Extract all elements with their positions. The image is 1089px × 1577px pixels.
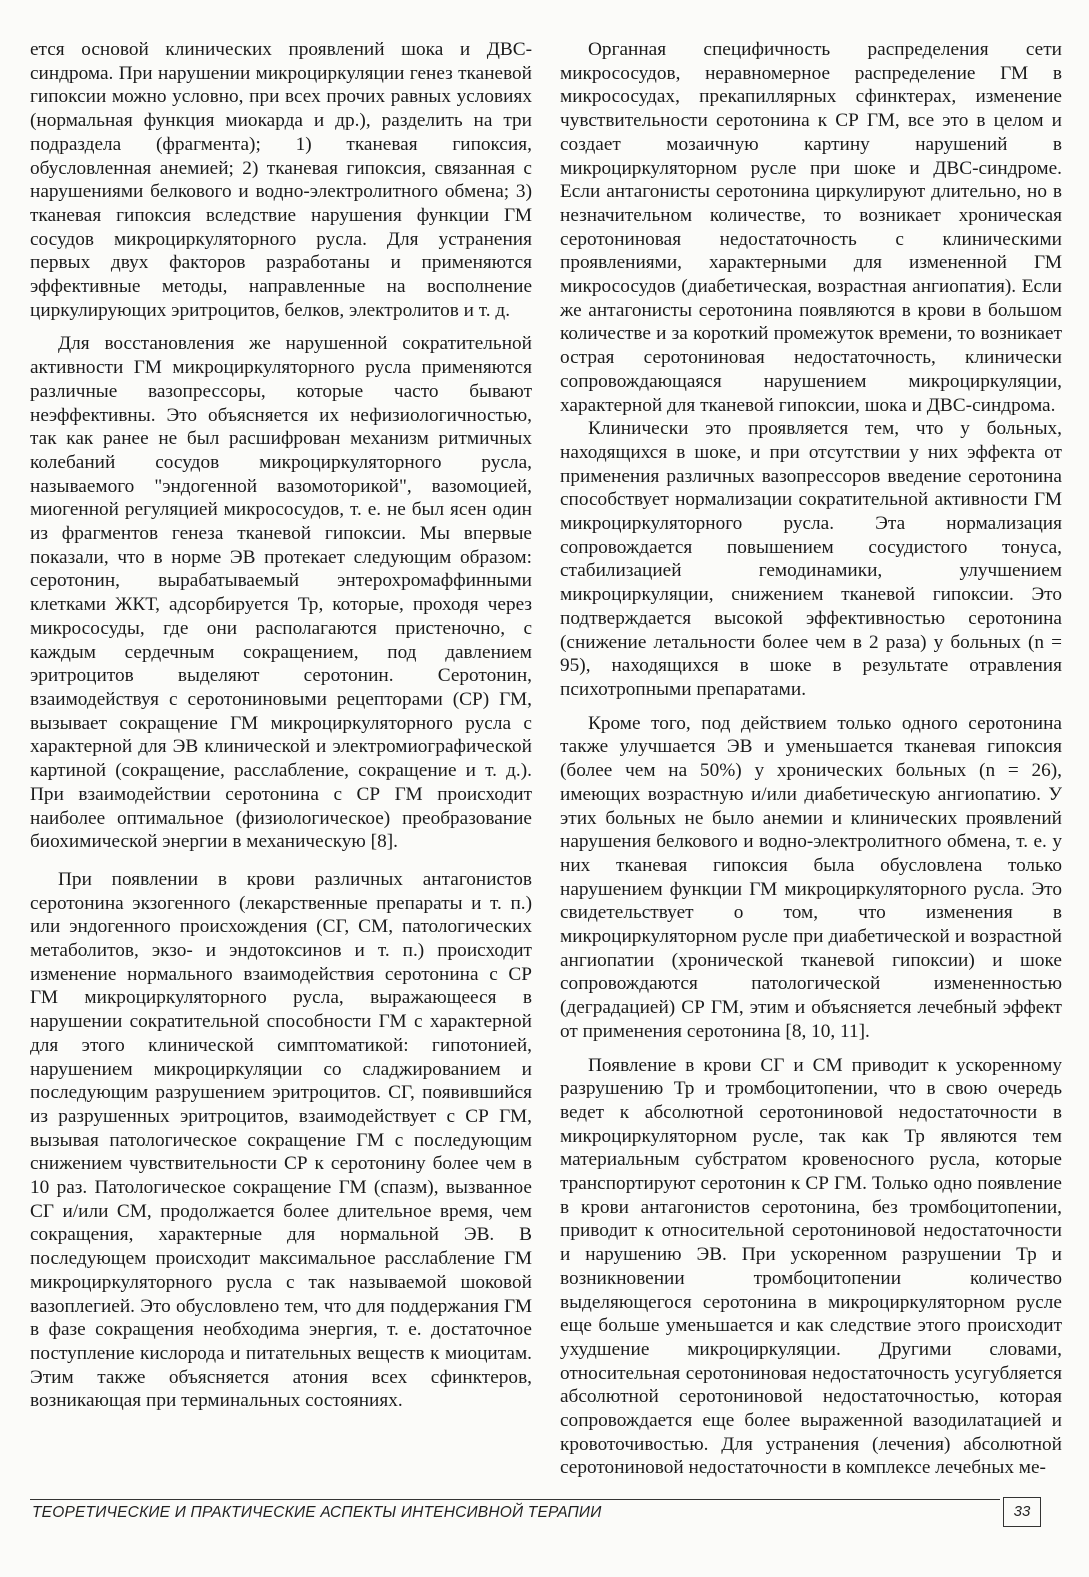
running-footer-title: ТЕОРЕТИЧЕСКИЕ И ПРАКТИЧЕСКИЕ АСПЕКТЫ ИНТЕНСИВНОЙ ТЕРАПИИ — [32, 1504, 602, 1521]
paragraph: Для восстановления же нарушенной сократительной активности ГМ микроциркуляторного русла применяются различные вазопрессоры, которые часто бывают неэффективны. Это объясняется их нефизиологичностью, так как ранее не был расшифрован механизм ритмичных колебаний сосудов микроциркуляторного русла, называемого "эндогенной вазомоторикой", вазомоцией, миогенной регуляцией микрососудов, т. е. не был ясен один из фрагментов генеза тканевой гипоксии. Мы впервые показали, что в норме ЭВ протекает следующим образом: серотонин, вырабатываемый энтерохромаффинными клетками ЖКТ, адсорбируется Тр, которые, проходя через микрососуды, где они располагаются пристеночно, с каждым сердечным сокращением, под давлением эритроцитов выделяют серотонин. Серотонин, взаимодействуя с серотониновыми рецепторами (СР) ГМ, вызывает сокращение ГМ микроциркуляторного русла с характерной для ЭВ клинической и электромиографической картиной (сокращение, расслабление, сокращение и т. д.). При взаимодействии серотонина с СР ГМ происходит наиболее оптимальное (физиологическое) преобразование биохимической энергии в механическую [8]. — [30, 333, 532, 853]
page-footer — [30, 1497, 1040, 1537]
page-number: 33 — [1003, 1497, 1041, 1527]
paragraph: Клинически это проявляется тем, что у больных, находящихся в шоке, и при отсутствии у них эффекта от применения различных вазопрессоров введение серотонина способствует нормализации сократительной активности ГМ микроциркуляторного русла. Эта нормализация сопровождается повышением сосудистого тонуса, стабилизацией гемодинамики, улучшением микроциркуляции, снижением тканевой гипоксии. Это подтверждается высокой эффективностью серотонина (снижение летальности более чем в 2 раза) у больных (n = 95), находящихся в шоке в результате отравления психотропными препаратами. — [560, 418, 1062, 700]
paragraph: Органная специфичность распределения сети микрососудов, неравномерное распределение ГМ в микрососудах, прекапиллярных сфинктерах, изменение чувствительности серотонина к СР ГМ, все это в целом и создает мозаичную картину нарушений в микроциркуляторном русле при шоке и ДВС-синдроме. Если антагонисты серотонина циркулируют длительно, но в незначительном количестве, то возникает хроническая серотониновая недостаточность с клиническими проявлениями, характерными для измененной ГМ микрососудов (диабетическая, возрастная ангиопатия). Если же антагонисты серотонина появляются в крови в большом количестве и за короткий промежуток времени, то возникает острая серотониновая недостаточность, клинически сопровождающаяся нарушением микроциркуляции, характерной для тканевой гипоксии, шока и ДВС-синдрома. — [560, 39, 1062, 416]
paragraph: При появлении в крови различных антагонистов серотонина экзогенного (лекарственные препараты и т. п.) или эндогенного происхождения (СГ, СМ, патологических метаболитов, экзо- и эндотоксинов и т. п.) происходит изменение нормального взаимодействия серотонина с СР ГМ микроциркуляторного русла, выражающееся в нарушении сократительной способности ГМ с характерной для этого клинической симптоматикой: гипотонией, нарушением микроциркуляции со сладжированием и последующим разрушением эритроцитов. СГ, появившийся из разрушенных эритроцитов, взаимодействует с СР ГМ, вызывая патологическое сокращение ГМ с последующим снижением чувствительности СР к серотонину более чем в 10 раз. Патологическое сокращение ГМ (спазм), вызванное СГ и/или СМ, продолжается более длительное время, чем сокращения, характерные для нормальной ЭВ. В последующем происходит максимальное расслабление ГМ микроциркуляторного русла с так называемой шоковой вазоплегией. Это обусловлено тем, что для поддержания ГМ в фазе сокращения необходима энергия, т. е. достаточное поступление кислорода и питательных веществ к миоцитам. Этим также объясняется атония всех сфинктеров, возникающая при терминальных состояниях. — [30, 868, 532, 1412]
paragraph: ется основой клинических проявлений шока и ДВС-синдрома. При нарушении микроциркуляции генез тканевой гипоксии можно условно, при всех прочих равных условиях (нормальная функция миокарда и др.), разделить на три подраздела (фрагмента); 1) тканевая гипоксия, обусловленная анемией; 2) тканевая гипоксия, связанная с нарушениями белкового и водно-электролитного обмена; 3) тканевая гипоксия вследствие нарушения функции ГМ сосудов микроциркуляторного русла. Для устранения первых двух факторов разработаны и применяются эффективные методы, направленные на восполнение циркулирующих эритроцитов, белков, электролитов и т. д. — [30, 39, 532, 321]
paragraph: Появление в крови СГ и СМ приводит к ускоренному разрушению Тр и тромбоцитопении, что в свою очередь ведет к абсолютной серотониновой недостаточности в микроциркуляторном русле, так как Тр являются тем материальным субстратом кровеносного русла, которые транспортируют серотонин к СР ГМ. Только одно появление в крови антагонистов серотонина, без тромбоцитопении, приводит к относительной серотониновой недостаточности и нарушению ЭВ. При ускоренном разрушении Тр и возникновении тромбоцитопении количество выделяющегося серотонина в микроциркуляторном русле еще больше уменьшается и как следствие этого происходит ухудшение микроциркуляции. Другими словами, относительная серотониновая недостаточность усугубляется абсолютной серотониновой недостаточностью, которая сопровождается еще более выраженной вазодилатацией и кровоточивостью. Для устранения (лечения) абсолютной серотониновой недостаточности в комплексе лечебных ме- — [560, 1054, 1062, 1479]
left-column — [30, 38, 532, 1413]
paragraph: Кроме того, под действием только одного серотонина также улучшается ЭВ и уменьшается тканевая гипоксия (более чем на 50%) у хронических больных (n = 26), имеющих возрастную и/или диабетическую ангиопатию. У этих больных не было анемии и клинических проявлений нарушения белкового и водно-электролитного обмена, т. е. у них тканевая гипоксия была обусловлена только нарушением функции ГМ микроциркуляторного русла. Это свидетельствует о том, что изменения в микроциркуляторном русле при диабетической и возрастной ангиопатии (хронической тканевой гипоксии) и шоке сопровождаются патологической измененностью (деградацией) СР ГМ, этим и объясняется лечебный эффект от применения серотонина [8, 10, 11]. — [560, 712, 1062, 1042]
right-column — [560, 38, 1062, 1480]
footer-divider — [30, 1499, 1000, 1500]
